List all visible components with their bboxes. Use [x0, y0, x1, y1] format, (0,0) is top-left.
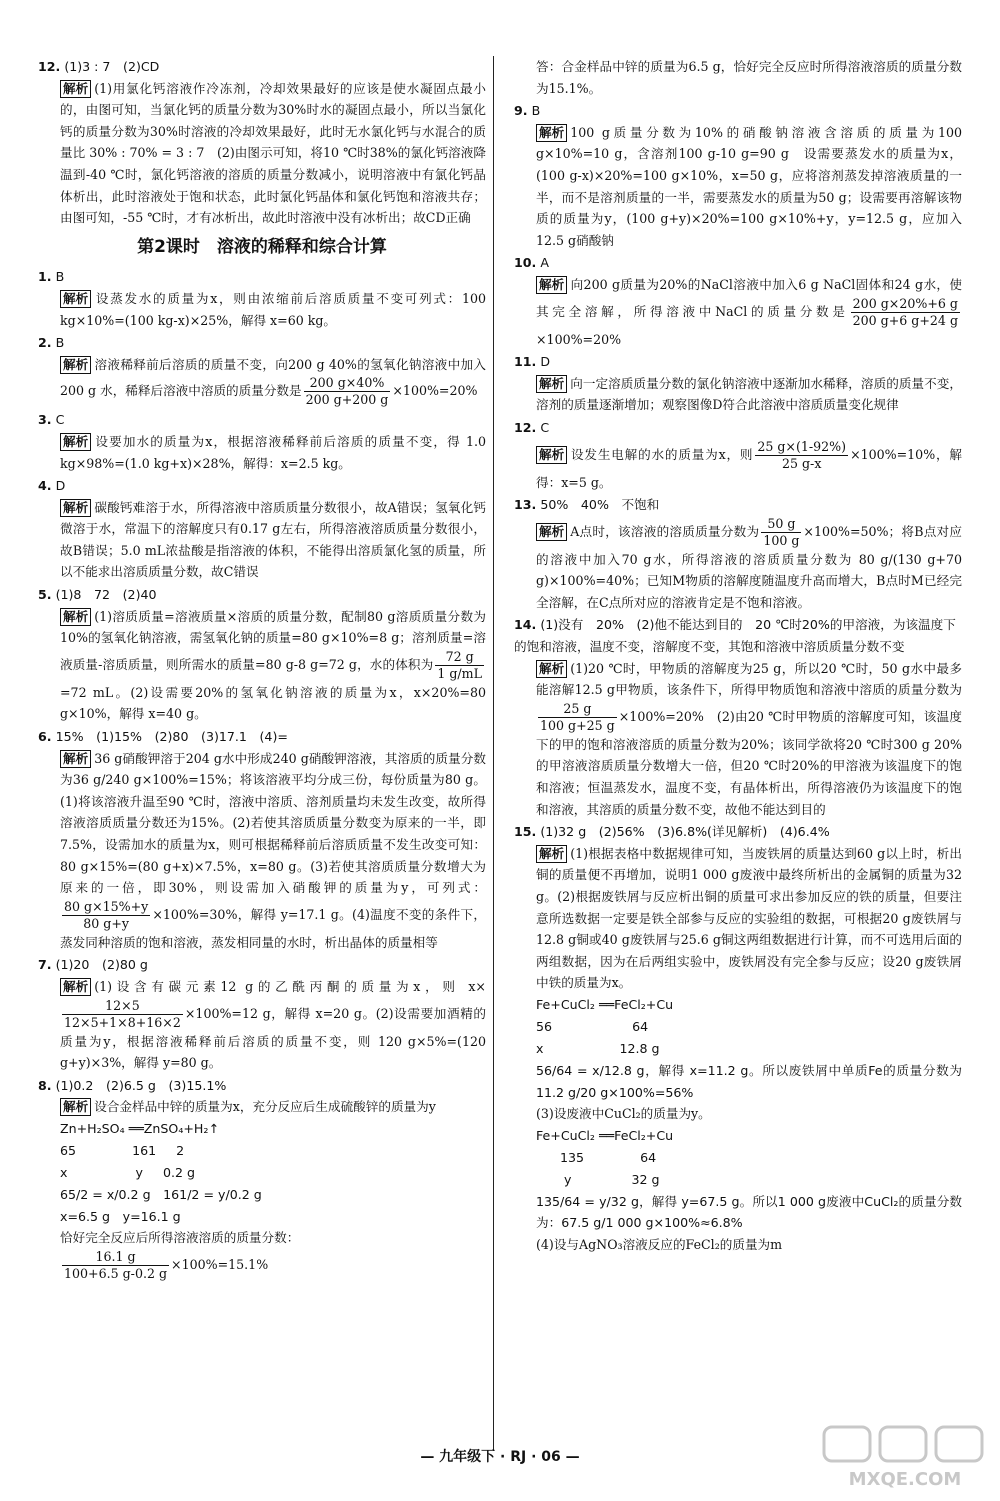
fraction-numerator: 200 g×20%+6 g — [851, 296, 960, 313]
question-number: 7. — [38, 957, 52, 973]
explanation — [514, 843, 962, 994]
fraction-numerator: 12×5 — [62, 998, 183, 1015]
fraction-numerator: 25 g×(1-92%) — [757, 438, 847, 454]
question-number: 9. — [514, 103, 528, 119]
answer-item — [514, 614, 962, 820]
answer-item — [38, 56, 486, 229]
fraction — [538, 701, 617, 734]
explanation-text: 向一定溶质质量分数的氯化钠溶液中逐渐加水稀释，溶质的质量不变，溶剂的质量逐渐增加；观察图像D符合此溶液中溶质质量变化规律 — [536, 375, 962, 413]
answer-item — [38, 954, 486, 1073]
explanation-tag: 解析 — [60, 1098, 91, 1116]
question-number: 10. — [514, 255, 537, 271]
explanation-tag: 解析 — [536, 845, 567, 863]
answer-text: (1)8 72 (2)40 — [55, 587, 157, 603]
explanation-text: (1)用氯化钙溶液作冷冻剂，冷却效果最好的应该是使水凝固点最小的，由图可知，当氯化钙的质量分数为30%时水的凝固点最小，所以当氯化钙的质量分数为30%时溶液的冷却效果最好，此时无水氯化钙与水混合的质量比 30% : 70% = 3 : 7 (2)由图示可知，将10 ℃时38%的氯化钙溶液降温到-40 ℃时，氯化钙溶液的溶质的质量分数减小，说明溶液中有氯化钙晶体析出，此时溶液处于饱和状态，此时氯化钙晶体和氯化钙饱和溶液共存；由图可知，-55 ℃时，才有冰析出，故此时溶液中没有冰析出；故CD正确 — [60, 80, 486, 226]
answer-header — [38, 1075, 486, 1097]
explanation-text: (1)20 ℃时，甲物质的溶解度为25 g，所以20 ℃时，50 g水中最多能溶解12.5 g甲物质，该条件下，所得甲物质饱和溶液中溶质的质量分数为 — [536, 660, 962, 698]
chemical-equation-line: Zn+H₂SO₄ ══ZnSO₄+H₂↑ — [60, 1120, 219, 1136]
explanation-tag: 解析 — [536, 523, 567, 541]
explanation-text: 溶液稀释前后溶质的质量不变，向200 g 40%的氢氧化钠溶液中加入 200 g 水，稀释后溶液中溶质的质量分数是 — [60, 356, 486, 399]
explanation — [38, 78, 486, 229]
ratio-line: 65/2 = x/0.2 g 161/2 = y/0.2 g — [60, 1186, 262, 1202]
fraction-after: ×100%=15.1% — [171, 1256, 269, 1272]
fraction — [62, 899, 150, 932]
answer-header — [38, 409, 486, 431]
explanation-tag: 解析 — [536, 660, 567, 678]
fraction-numerator: 80 g×15%+y — [64, 898, 149, 914]
watermark-logo — [820, 1423, 990, 1493]
part-4: (4)设与AgNO₃溶液反应的FeCl₂的质量为m — [536, 1236, 783, 1252]
question-number: 5. — [38, 587, 52, 603]
fraction — [304, 375, 391, 408]
explanation-text-after: ×100%=20% (2)由20 ℃时甲物质的溶解度可知，该温度下的甲的饱和溶液溶质的质量分数为20%；该同学欲将20 ℃时300 g 20%的甲溶液溶质质量分数增大一倍，但20 ℃时20%的甲溶液为该温度下的饱和溶液；恒温蒸发水，温度不变，有晶体析出，所得溶液仍为该温度下的饱和溶液，其溶质的质量分数不变，故他不能达到目的 — [536, 708, 962, 817]
answer-text: B — [55, 335, 65, 351]
chemical-equation-line: Fe+CuCl₂ ══FeCl₂+Cu — [536, 996, 674, 1012]
explanation-text: (1)设含有碳元素12 g的乙酰丙酮的质量为x，则 x× — [94, 978, 486, 994]
explanation-tag: 解析 — [60, 499, 91, 517]
answer-text: (1)20 (2)80 g — [55, 957, 148, 973]
ratio-line: 56/64 = x/12.8 g，解得 x=11.2 g。所以废铁屑中单质Fe的质量分数为 11.2 g/20 g×100%=56% — [536, 1062, 962, 1100]
explanation — [38, 354, 486, 409]
answer-text: C — [540, 419, 550, 435]
answer-item — [514, 100, 962, 251]
explanation — [514, 274, 962, 350]
fraction-denominator: 1 g/mL — [437, 665, 482, 681]
explanation — [38, 976, 486, 1074]
answer-continuation: 答：合金样品中锌的质量为6.5 g，恰好完全反应时所得溶液溶质的质量分数为15.1%。 — [536, 59, 962, 96]
explanation-tag: 解析 — [536, 375, 567, 393]
chemical-equation-line: Fe+CuCl₂ ══FeCl₂+Cu — [536, 1127, 674, 1143]
page-footer: — 九年级下 · RJ · 06 — — [420, 1449, 580, 1465]
tail-line — [38, 1227, 486, 1249]
explanation-text: 设发生电解的水的质量为x，则 — [570, 446, 754, 462]
explanation — [514, 658, 962, 821]
answer-text: A — [540, 255, 549, 271]
answer-header — [38, 954, 486, 976]
answer-text: D — [540, 354, 551, 370]
answer-item — [38, 584, 486, 725]
explanation-text: 36 g硝酸钾溶于204 g水中形成240 g硝酸钾溶液，其溶质的质量分数为36 g/240 g×100%=15%；将该溶液平均分成三份，每份质量为80 g。(1)将该溶液升温至90 ℃时，溶液中溶质、溶剂质量均未发生改变，故所得溶液溶质质量分数还为15%。(2)若使其溶质质量分数变为原来的一半，即7.5%，设需加水的质量为x，则可根据稀释前后溶质质量不发生改变可知：80 g×15%=(80 g+x)×7.5%，x=80 g。(3)若使其溶质质量分数增大为原来的一倍，即30%，则设需加入硝酸钾的质量为y，可列式： — [60, 750, 486, 896]
answer-item — [38, 409, 486, 474]
question-number: 4. — [38, 478, 52, 494]
question-number: 6. — [38, 729, 52, 745]
fraction-denominator: 25 g-x — [781, 455, 822, 471]
explanation — [38, 748, 486, 954]
fraction — [851, 296, 960, 329]
explanation-tag: 解析 — [60, 433, 91, 451]
question-number: 3. — [38, 412, 52, 428]
explanation-text: (1)根据表格中数据规律可知，当废铁屑的质量达到60 g以上时，析出铜的质量便不再增加，说明1 000 g废液中最终所析出的金属铜的质量为32 g。(2)根据废铁屑与反应析出铜的质量可求出参加反应的铁的质量，但要注意所选数据一定要是铁全部参与反应的实验组的数据，可根据20 g废铁屑与12.8 g铜或40 g废铁屑与25.6 g铜这两组数据进行计算，而不可选用后面的两组数据，因为在后两组实验中，废铁屑没有完全参与反应；设20 g废铁屑中铁的质量为x。 — [536, 845, 962, 991]
explanation-text: (1)溶质质量=溶液质量×溶质的质量分数，配制80 g溶质质量分数为10%的氢氧化钠溶液，需氢氧化钠的质量=80 g×10%=8 g；溶剂质量=溶液质量-溶质质量，则所需水的质量=80 g-8 g=72 g，水的体积为 — [60, 608, 486, 672]
answer-item — [38, 1075, 486, 1282]
explanation-text: 设合金样品中锌的质量为x，充分反应后生成硫酸锌的质量为y — [94, 1099, 436, 1115]
explanation-tag: 解析 — [60, 608, 91, 626]
answer-header — [38, 475, 486, 497]
explanation — [38, 497, 486, 583]
explanation-text-after: =72 mL。(2)设需要20%的氢氧化钠溶液的质量为x，x×20%=80 g×10%，解得 x=40 g。 — [60, 684, 486, 722]
answer-header — [38, 584, 486, 606]
answer-text: 50% 40% 不饱和 — [540, 497, 660, 513]
answer-item — [38, 475, 486, 583]
explanation-text-after: ×100%=12 g，解得 x=20 g。(2)设需要加酒精的质量为y，根据溶液稀释前后溶质的质量不变，则 120 g×5%=(120 g+y)×3%，解得 y=80 g。 — [60, 1005, 486, 1071]
chemical-equation-line: x y 0.2 g — [60, 1164, 196, 1180]
answer-text: (1)32 g (2)56% (3)6.8%(详见解析) (4)6.4% — [540, 824, 830, 840]
fraction — [761, 516, 801, 549]
explanation-text: 设要加水的质量为x，根据溶液稀释前后溶质的质量不变，得 1.0 kg×98%=(1.0 kg+x)×28%，解得：x=2.5 kg。 — [60, 433, 486, 471]
explanation-tag: 解析 — [60, 290, 91, 308]
answer-text: (1)3 : 7 (2)CD — [64, 59, 160, 74]
fraction-numerator: 16.1 g — [62, 1249, 169, 1266]
question-number: 15. — [514, 824, 537, 840]
answer-header — [514, 351, 962, 373]
answer-item — [514, 417, 962, 493]
answer-text: (1)没有 20% (2)他不能达到目的 20 ℃时20%的甲溶液，为该温度下的饱和溶液，温度不变，溶解度不变，其饱和溶液中溶质质量分数不变 — [514, 617, 956, 655]
answer-header — [38, 726, 486, 748]
explanation-text: 设蒸发水的质量为x，则由浓缩前后溶质质量不变可列式：100 kg×10%=(100 kg-x)×25%，解得 x=60 kg。 — [60, 290, 486, 328]
answer-item — [514, 351, 962, 416]
question-number: 13. — [514, 497, 537, 513]
fraction-denominator: 100 g+25 g — [540, 717, 615, 733]
answer-header — [38, 56, 486, 78]
svg-text:MXQE.COM: MXQE.COM — [848, 1469, 962, 1490]
fraction-numerator: 50 g — [761, 516, 801, 533]
fraction-denominator: 12×5+1×8+16×2 — [64, 1014, 181, 1030]
answer-text: C — [55, 412, 65, 428]
fraction-numerator: 200 g×40% — [304, 375, 391, 392]
chemical-equation-line: 56 64 — [536, 1018, 649, 1034]
explanation-tag: 解析 — [536, 276, 567, 294]
part-3: (3)设废液中CuCl₂的质量为y。 — [536, 1106, 711, 1122]
answer-text: (1)0.2 (2)6.5 g (3)15.1% — [55, 1077, 227, 1093]
explanation-text-after: ×100%=50%；将B点对应的溶液中加入70 g水，所得溶液的溶质质量分数为 80 g/(130 g+70 g)×100%=40%；已知M物质的溶解度随温度升高而增大，B点时M已经完全溶解，在C点所对应的溶液肯定是不饱和溶液。 — [536, 523, 962, 610]
explanation-text-after: ×100%=20% — [392, 383, 478, 399]
fraction — [62, 1249, 169, 1282]
chemical-equation-line: x 12.8 g — [536, 1040, 660, 1056]
explanation-tag: 解析 — [536, 124, 567, 142]
explanation-tag: 解析 — [536, 446, 567, 464]
question-number: 8. — [38, 1077, 52, 1093]
explanation-tag: 解析 — [60, 80, 91, 98]
answer-header — [38, 332, 486, 354]
answer-item — [38, 332, 486, 408]
answer-header — [514, 417, 962, 439]
chemical-equation-line: 65 161 2 — [60, 1142, 185, 1158]
fraction-numerator: 25 g — [538, 701, 617, 718]
answer-item — [514, 821, 962, 1255]
explanation-tag: 解析 — [60, 750, 91, 768]
explanation — [514, 439, 962, 494]
explanation — [514, 373, 962, 416]
explanation — [38, 431, 486, 474]
explanation — [38, 1096, 486, 1118]
question-number: 14. — [514, 617, 537, 633]
fraction-denominator: 100+6.5 g-0.2 g — [64, 1265, 168, 1281]
fraction — [755, 439, 848, 472]
explanation-text: 100 g质量分数为10%的硝酸钠溶液含溶质的质量为100 g×10%=10 g，含溶剂100 g-10 g=90 g 设需要蒸发水的质量为x，(100 g-x)×20%=100 g×10%，x=50 g，应将溶剂蒸发掉溶液质量的一半，而不是溶剂质量的一半，需要蒸发水的质量为50 g；设需要再溶解该物质的质量为y，(100 g+y)×20%=100 g×10%+y，y=12.5 g，应加入12.5 g硝酸钠 — [536, 124, 962, 248]
answer-header — [38, 266, 486, 288]
explanation-text-after: ×100%=10%，解得：x=5 g。 — [536, 446, 962, 490]
explanation-text-after: ×100%=20% — [536, 331, 622, 347]
explanation-text: 向200 g质量为20%的NaCl溶液中加入6 g NaCl固体和24 g水，使其完全溶解，所得溶液中NaCl的质量分数是 — [536, 276, 962, 319]
section-title: 第2课时 溶液的稀释和综合计算 — [137, 236, 387, 257]
fraction-denominator: 80 g+y — [83, 915, 130, 931]
result-line: x=6.5 g y=16.1 g — [60, 1208, 181, 1224]
right-column — [514, 56, 962, 1257]
question-number: 1. — [38, 269, 52, 285]
answer-item — [38, 266, 486, 331]
question-number: 2. — [38, 335, 52, 351]
fraction-denominator: 100 g — [763, 532, 800, 548]
tail-text: 恰好完全反应后所得溶液溶质的质量分数： — [60, 1230, 300, 1246]
explanation-text-after: ×100%=30%，解得 y=17.1 g。(4)温度不变的条件下，蒸发同种溶质的饱和溶液，蒸发相同量的水时，析出晶体的质量相等 — [60, 906, 486, 950]
chemical-equation-line: y 32 g — [536, 1171, 660, 1187]
explanation-text: A点时，该溶液的溶质质量分数为 — [570, 523, 760, 539]
explanation — [38, 606, 486, 725]
left-column — [38, 56, 486, 1283]
explanation — [514, 516, 962, 614]
answer-item — [514, 252, 962, 350]
fraction — [435, 649, 484, 682]
column-divider — [493, 56, 494, 1451]
question-number: 12. — [38, 59, 61, 74]
answer-header — [514, 614, 962, 657]
question-number: 11. — [514, 354, 537, 370]
fraction-denominator: 200 g+6 g+24 g — [852, 312, 958, 328]
fraction — [62, 998, 183, 1031]
explanation-tag: 解析 — [60, 978, 91, 996]
explanation-tag: 解析 — [60, 356, 91, 374]
answer-header — [514, 494, 962, 516]
question-number: 12. — [514, 419, 537, 435]
explanation — [514, 122, 962, 252]
chemical-equation-line: 135 64 — [536, 1149, 657, 1165]
fraction-line — [38, 1249, 486, 1282]
answer-text: B — [55, 269, 65, 285]
ratio-line: 135/64 = y/32 g，解得 y=67.5 g。所以1 000 g废液中CuCl₂的质量分数为：67.5 g/1 000 g×100%≈6.8% — [536, 1193, 962, 1231]
answer-text: 15% (1)15% (2)80 (3)17.1 (4)= — [55, 729, 288, 745]
explanation-text: 碳酸钙难溶于水，所得溶液中溶质质量分数很小，故A错误；氢氧化钙微溶于水，常温下的溶解度只有0.17 g左右，所得溶液溶质质量分数很小，故B错误；5.0 mL浓盐酸是指溶液的体积，不能得出溶质氯化氢的质量，所以不能求出溶质质量分数，故C错误 — [60, 499, 486, 580]
answer-header — [514, 100, 962, 122]
answer-text: B — [531, 103, 541, 119]
answer-item — [38, 726, 486, 953]
answer-header — [514, 252, 962, 274]
answer-header — [514, 821, 962, 843]
answer-text: D — [55, 478, 66, 494]
explanation — [38, 288, 486, 331]
fraction-denominator: 200 g+200 g — [305, 392, 389, 408]
fraction-numerator: 72 g — [435, 649, 484, 666]
answer-item — [514, 494, 962, 613]
